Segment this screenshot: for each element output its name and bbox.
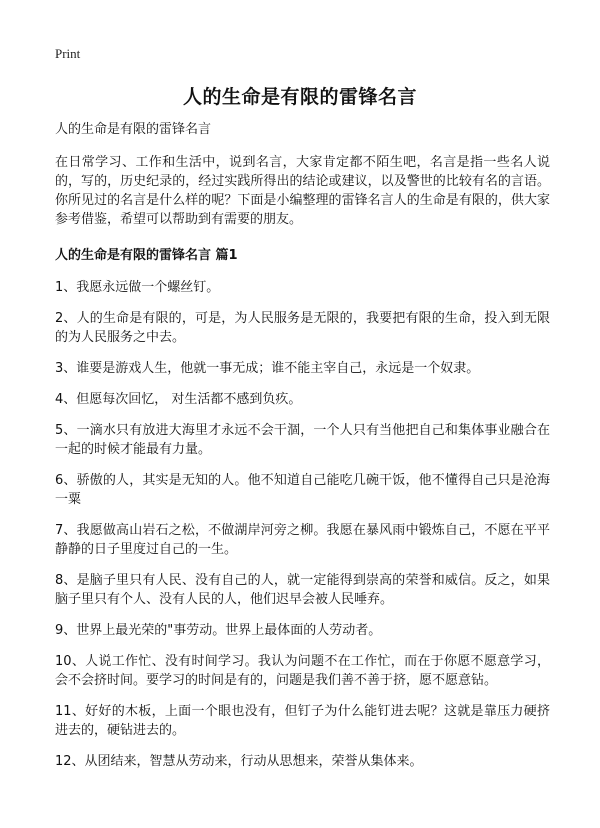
quote-item-3: 3、谁要是游戏人生，他就一事无成；谁不能主宰自己，永远是一个奴隶。 <box>55 361 480 376</box>
quote-item-9: 9、世界上最光荣的"事劳动。世界上最体面的人劳动者。 <box>55 623 382 638</box>
quote-item-4: 4、但愿每次回忆， 对生活都不感到负疚。 <box>55 392 302 407</box>
quote-item-5: 5、一滴水只有放进大海里才永远不会干涸，一个人只有当他把自己和集体事业融合在一起的时候才能最有力量。 <box>55 423 550 457</box>
quote-item-11: 11、好好的木板，上面一个眼也没有，但钉子为什么能钉进去呢？这就是靠压力硬挤进去的，硬钻进去的。 <box>55 704 550 738</box>
quote-item-10: 10、人说工作忙、没有时间学习。我认为问题不在工作忙，而在于你愿不愿意学习，会不会挤时间。要学习的时间是有的，问题是我们善不善于挤，愿不愿意钻。 <box>55 654 550 688</box>
quote-item-6: 6、骄傲的人，其实是无知的人。他不知道自己能吃几碗干饭，他不懂得自己只是沧海一粟 <box>55 473 550 507</box>
section-heading: 人的生命是有限的雷锋名言 篇1 <box>55 248 238 263</box>
quote-item-8: 8、是脑子里只有人民、没有自己的人，就一定能得到崇高的荣誉和威信。反之，如果脑子里只有个人、没有人民的人，他们迟早会被人民唾弃。 <box>55 573 550 607</box>
intro-paragraph: 在日常学习、工作和生活中，说到名言，大家肯定都不陌生吧，名言是指一些名人说的，写的，历史纪录的，经过实践所得出的结论或建议，以及警世的比较有名的言语。你所见过的名言是什么样的呢？下面是小编整理的雷锋名言人的生命是有限的，供大家参考借鉴，希望可以帮助到有需要的朋友。 <box>55 155 550 227</box>
quote-item-2: 2、人的生命是有限的，可是，为人民服务是无限的，我要把有限的生命，投入到无限的为人民服务之中去。 <box>55 311 550 345</box>
quote-item-1: 1、我愿永远做一个螺丝钉。 <box>55 280 220 295</box>
print-link[interactable]: Print <box>55 46 81 61</box>
quote-item-7: 7、我愿做高山岩石之松，不做湖岸河旁之柳。我愿在暴风雨中锻炼自己，不愿在平平静静的日子里度过自己的一生。 <box>55 523 550 557</box>
page-title: 人的生命是有限的雷锋名言 <box>182 86 417 108</box>
subtitle: 人的生命是有限的雷锋名言 <box>55 122 212 137</box>
quote-item-12: 12、从团结来，智慧从劳动来，行动从思想来，荣誉从集体来。 <box>55 754 423 769</box>
document-content <box>55 120 550 783</box>
